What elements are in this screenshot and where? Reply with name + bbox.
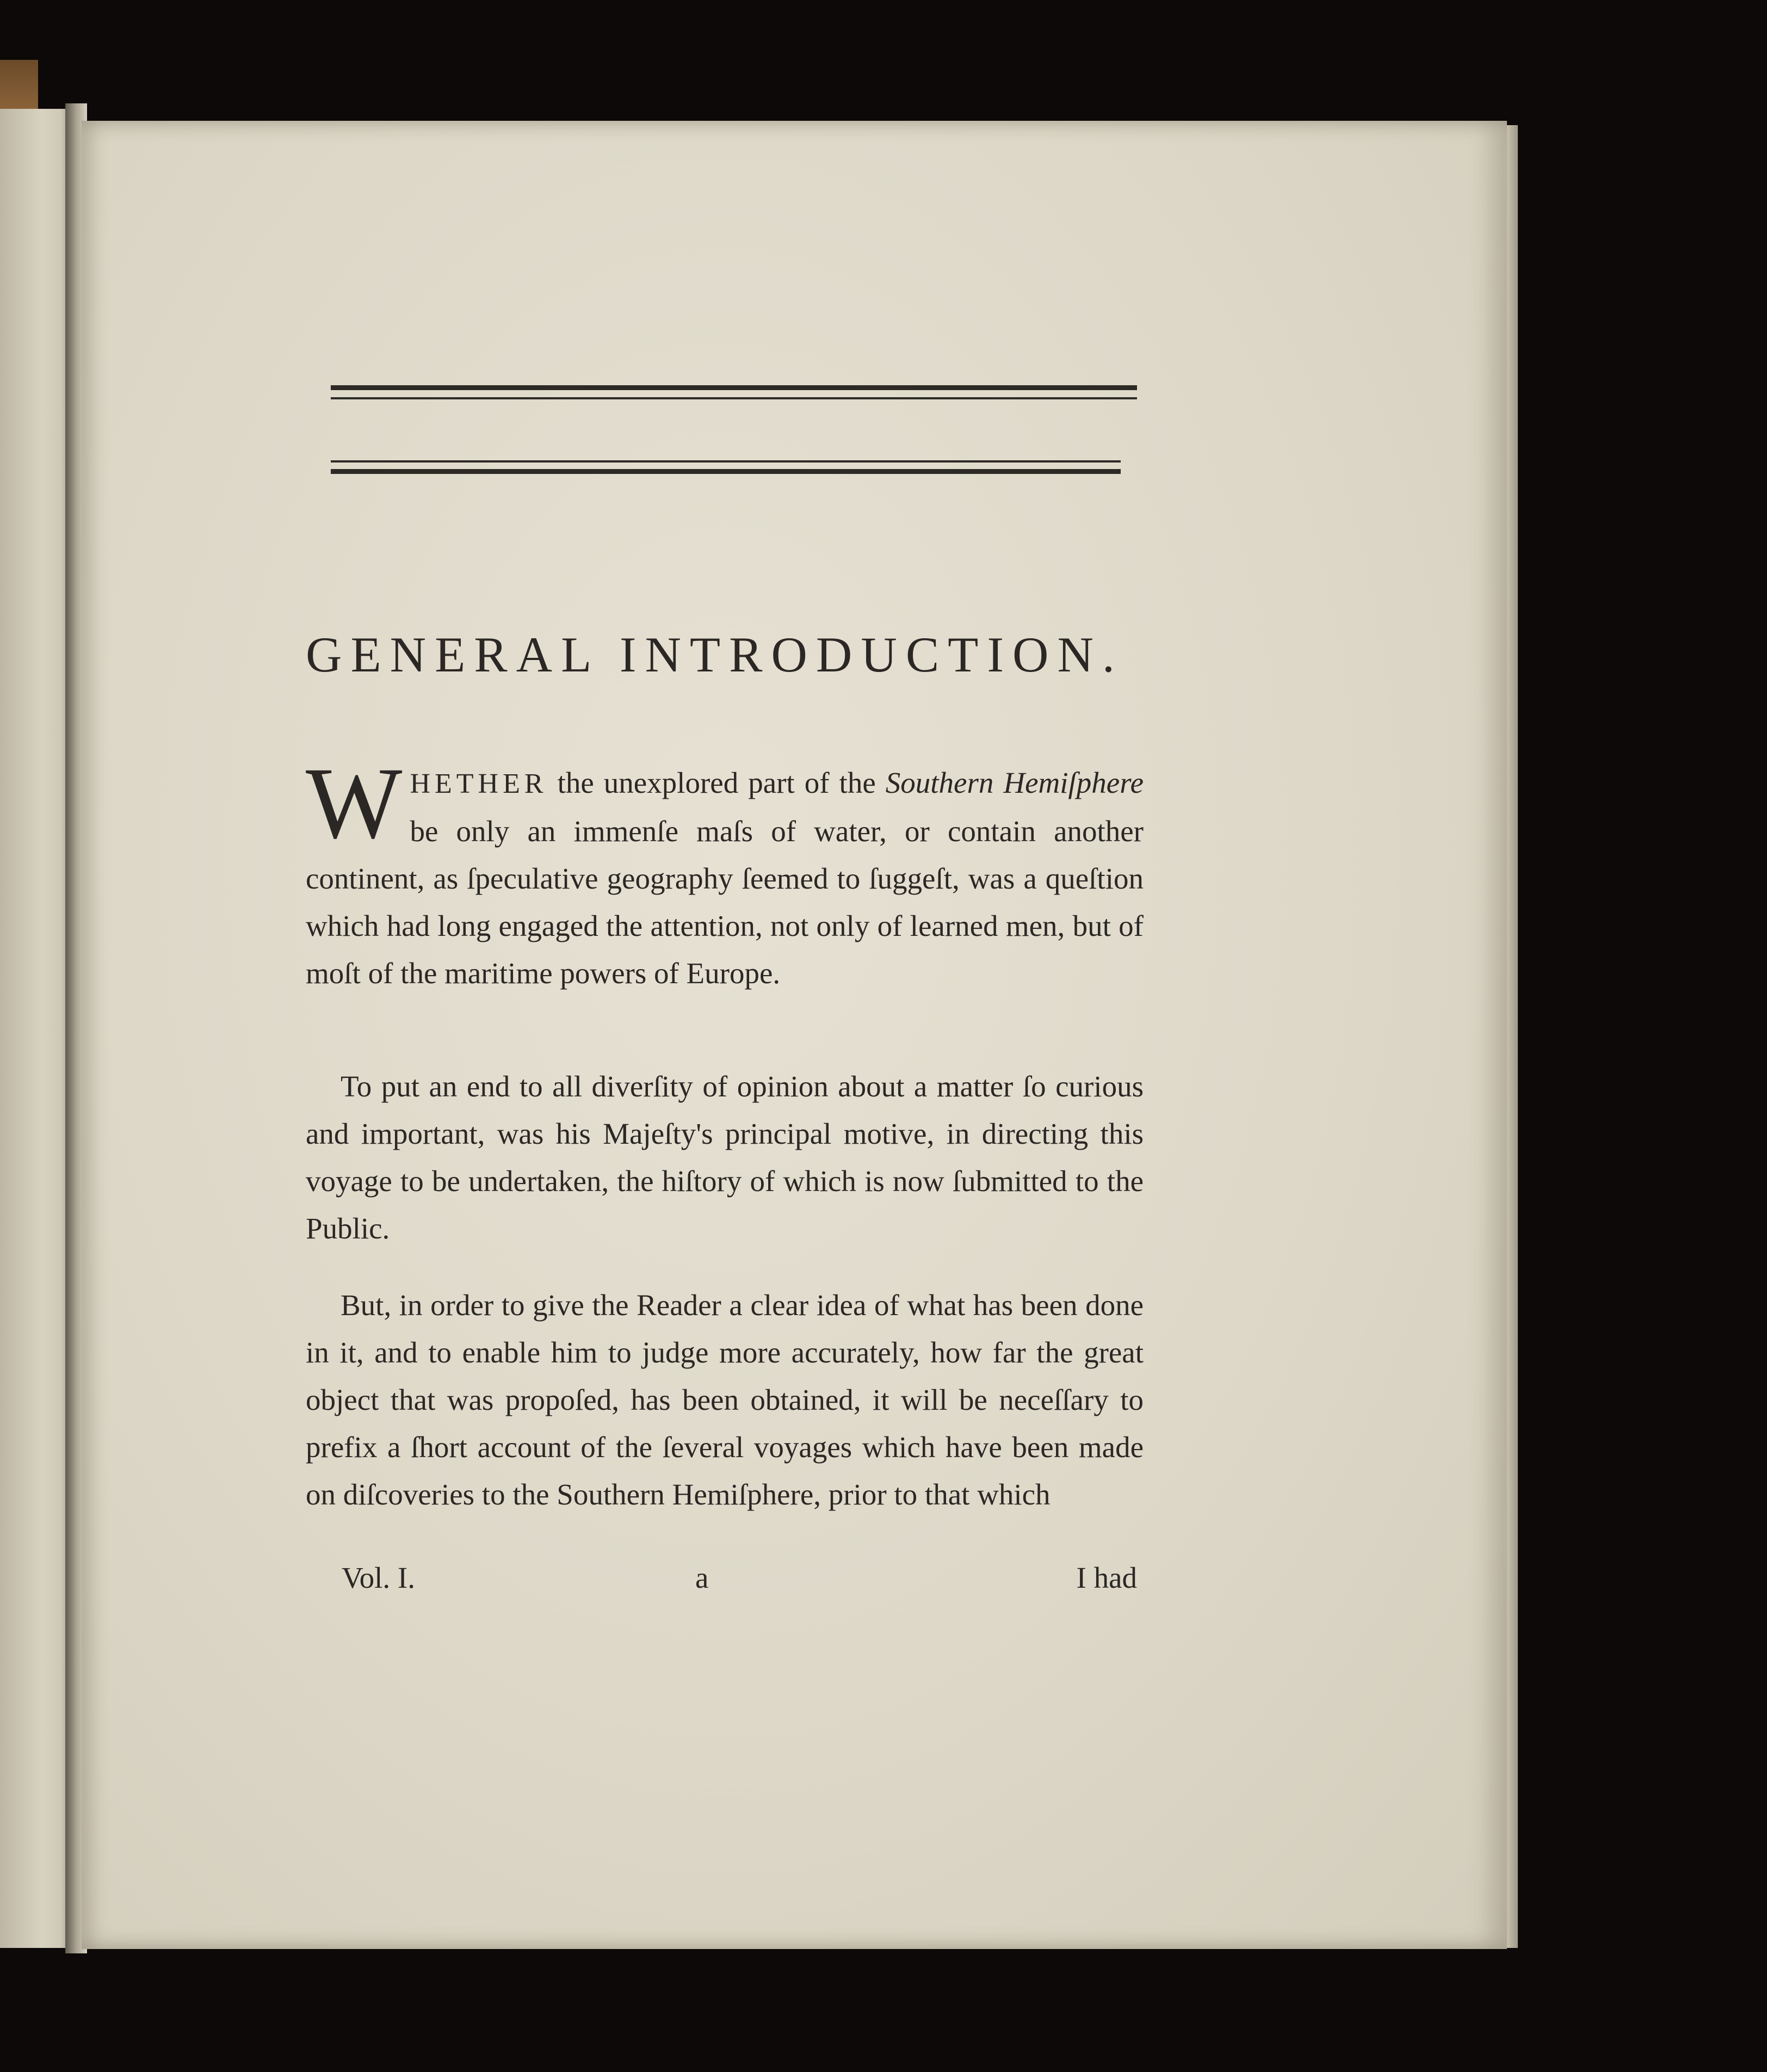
book-binding <box>0 60 38 109</box>
volume-label: Vol. I. <box>342 1561 415 1594</box>
page-title: GENERAL INTRODUCTION. <box>306 627 1123 682</box>
paragraph-2-text: To put an end to all diverſity of opinion about a matter ſo curious and important, was his Majeſty's principal motive, in directing this voyage to be undertaken, the hiſtory of which is now ſubmitted to the Public. <box>306 1070 1144 1245</box>
drop-cap: W <box>306 746 403 860</box>
paragraph-1 <box>306 746 1144 997</box>
paragraph-1-text-b: be only an immenſe maſs of water, or contain another continent, as ſpeculative geography ſeemed to ſuggeſt, was a queſtion which had long engaged the attention, not only of learned men, but of moſt of the maritime powers of Europe. <box>306 815 1144 990</box>
rule-thin-bottom <box>331 460 1121 462</box>
page-footer <box>342 1561 1137 1609</box>
rule-thick-bottom <box>331 469 1121 474</box>
left-page-edge <box>0 109 76 1948</box>
catchword: I had <box>1076 1561 1137 1594</box>
paragraph-1-italic: Southern Hemiſphere <box>885 766 1144 799</box>
rule-thick-top <box>331 385 1137 390</box>
paragraph-1-text-a: the unexplored part of the <box>547 766 886 799</box>
signature-mark: a <box>695 1561 709 1594</box>
paragraph-3-text: But, in order to give the Reader a clear idea of what has been done in it, and to enable him to judge more accurately, how far the great object that was propoſed, has been obtained, it will be neceſſary to prefix a ſhort account of the ſeveral voyages which have been made on diſcoveries to the Southern Hemiſphere, prior to that which <box>306 1288 1144 1511</box>
page-fore-edge <box>1507 125 1518 1948</box>
paragraph-2 <box>306 1063 1144 1252</box>
paragraph-3 <box>306 1281 1144 1518</box>
book-page <box>82 121 1507 1949</box>
rule-thin-top <box>331 397 1137 399</box>
opening-smallcaps: HETHER <box>410 768 548 799</box>
